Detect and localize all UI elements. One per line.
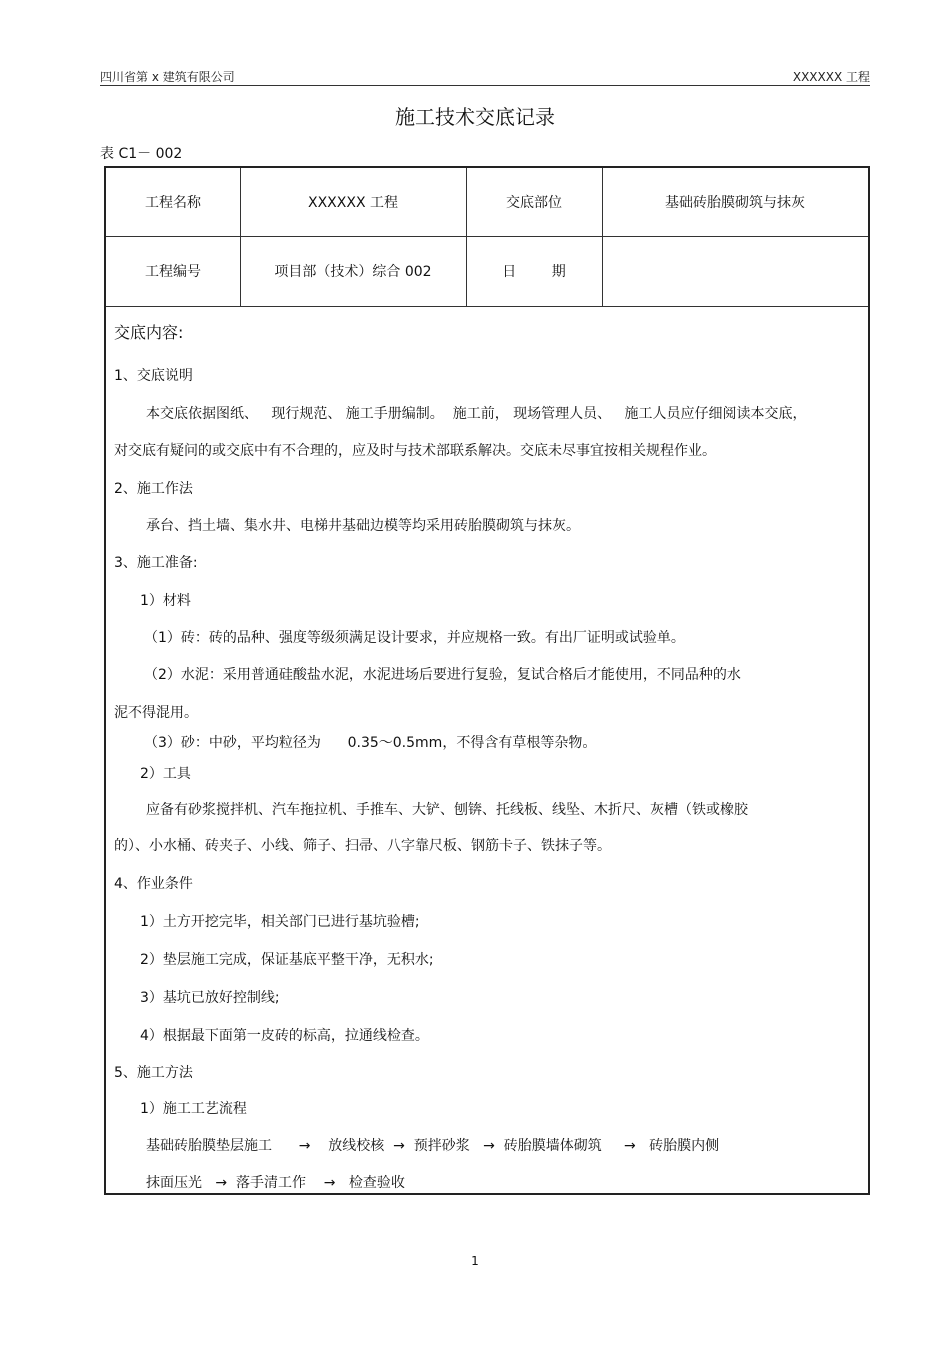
paragraph-line: 应备有砂浆搅拌机、汽车拖拉机、手推车、大铲、刨锛、托线板、线坠、木折尺、灰槽（铁或橡胶 xyxy=(146,802,748,818)
disclosure-content xyxy=(106,308,868,1193)
date-value xyxy=(602,236,868,306)
paragraph-line: （1）砖：砖的品种、强度等级须满足设计要求，并应规格一致。有出厂证明或试验单。 xyxy=(144,630,685,646)
process-flow-line: 基础砖胎膜垫层施工 → 放线校核 → 预拌砂浆 → 砖胎膜墙体砌筑 → 砖胎膜内侧 xyxy=(146,1138,720,1154)
section-1-heading: 1、交底说明 xyxy=(114,368,193,384)
list-item: 2）垫层施工完成，保证基底平整干净，无积水; xyxy=(140,952,434,968)
form-number: 表 C1－ 002 xyxy=(100,146,183,162)
disclosure-table xyxy=(104,166,870,1195)
paragraph-line: （3）砂：中砂，平均粒径为 0.35～0.5mm，不得含有草根等杂物。 xyxy=(144,735,597,751)
page-number: 1 xyxy=(471,1254,479,1268)
company-name: 四川省第 x 建筑有限公司 xyxy=(100,70,235,84)
header-divider xyxy=(100,85,870,86)
section-2-heading: 2、施工作法 xyxy=(114,481,193,497)
subsection-heading: 2）工具 xyxy=(140,766,191,782)
project-no-label: 工程编号 xyxy=(145,264,201,280)
row-divider xyxy=(106,306,868,307)
paragraph-line: 承台、挡土墙、集水井、电梯井基础边模等均采用砖胎膜砌筑与抹灰。 xyxy=(146,518,580,534)
project-header: XXXXXX 工程 xyxy=(792,70,870,84)
paragraph-line: 的）、小水桶、砖夹子、小线、筛子、扫帚、八字靠尺板、钢筋卡子、铁抹子等。 xyxy=(114,838,611,854)
paragraph-line: 本交底依据图纸、 现行规范、 施工手册编制。 施工前， 现场管理人员、 施工人员应仔细阅读本交底， xyxy=(146,406,807,422)
document-title: 施工技术交底记录 xyxy=(395,105,555,129)
project-name-value: XXXXXX 工程 xyxy=(308,195,398,211)
content-heading: 交底内容: xyxy=(114,323,184,342)
process-flow-line: 抹面压光 → 落手清工作 → 检查验收 xyxy=(146,1175,405,1191)
section-5-heading: 5、施工方法 xyxy=(114,1065,193,1081)
part-value: 基础砖胎膜砌筑与抹灰 xyxy=(665,195,805,211)
paragraph-line: 泥不得混用。 xyxy=(114,705,198,721)
part-label: 交底部位 xyxy=(506,195,562,211)
subsection-heading: 1）施工工艺流程 xyxy=(140,1101,247,1117)
list-item: 4）根据最下面第一皮砖的标高，拉通线检查。 xyxy=(140,1028,429,1044)
project-name-label: 工程名称 xyxy=(145,195,201,211)
list-item: 1）土方开挖完毕，相关部门已进行基坑验槽; xyxy=(140,914,420,930)
list-item: 3）基坑已放好控制线; xyxy=(140,990,280,1006)
section-4-heading: 4、作业条件 xyxy=(114,876,193,892)
date-label: 日 期 xyxy=(502,264,566,280)
project-no-value: 项目部（技术）综合 002 xyxy=(274,264,432,280)
paragraph-line: （2）水泥：采用普通硅酸盐水泥，水泥进场后要进行复验，复试合格后才能使用，不同品种的水 xyxy=(144,667,741,683)
paragraph-line: 对交底有疑问的或交底中有不合理的，应及时与技术部联系解决。交底未尽事宜按相关规程作业。 xyxy=(114,443,716,459)
section-3-heading: 3、施工准备: xyxy=(114,555,198,571)
subsection-heading: 1）材料 xyxy=(140,593,191,609)
